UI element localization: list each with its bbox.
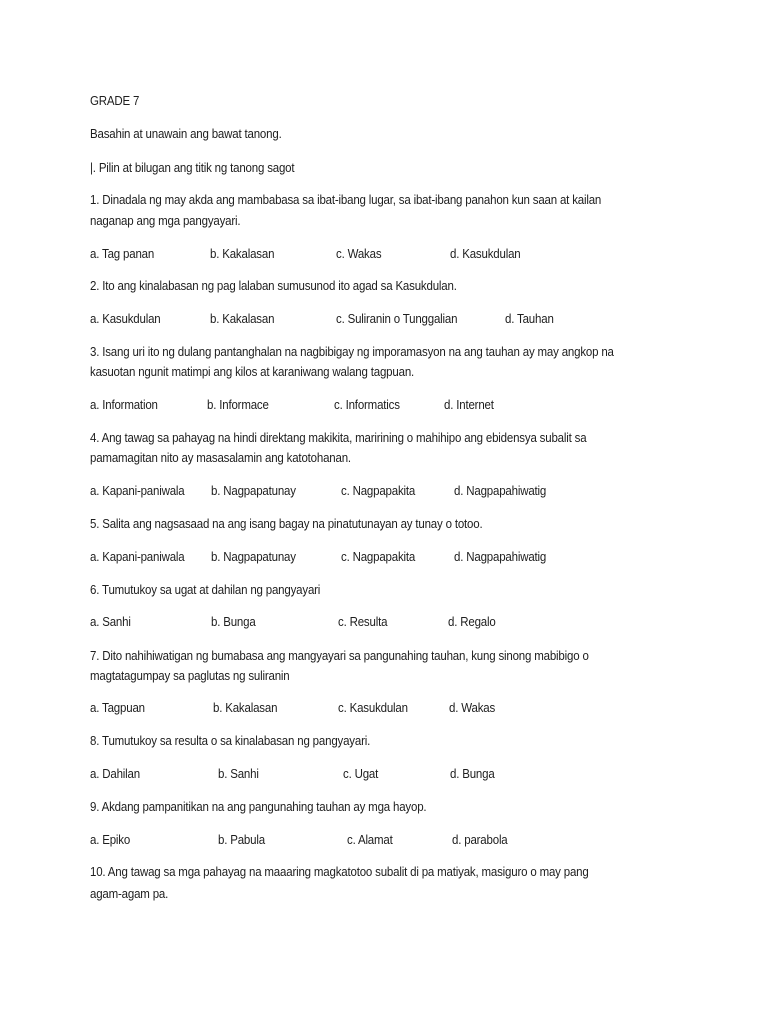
option-d[interactable]: d. Internet (444, 398, 494, 412)
option-b[interactable]: b. Kakalasan (213, 701, 278, 715)
question-text: 10. Ang tawag sa mga pahayag na maaaring magkatotoo subalit di pa matiyak, masiguro o may pang (90, 865, 589, 879)
option-c[interactable]: c. Wakas (336, 247, 382, 261)
option-b[interactable]: b. Sanhi (218, 767, 259, 781)
option-a[interactable]: a. Information (90, 398, 158, 412)
option-c[interactable]: c. Alamat (347, 833, 393, 847)
option-b[interactable]: b. Kakalasan (210, 312, 275, 326)
option-a[interactable]: a. Kapani-paniwala (90, 550, 185, 564)
question-text: 2. Ito ang kinalabasan ng pag lalaban sumusunod ito agad sa Kasukdulan. (90, 279, 457, 293)
option-b[interactable]: b. Informace (207, 398, 269, 412)
section-heading: |. Pilin at bilugan ang titik ng tanong sagot (90, 161, 295, 175)
option-b[interactable]: b. Pabula (218, 833, 265, 847)
option-c[interactable]: c. Ugat (343, 767, 379, 781)
option-d[interactable]: d. Nagpapahiwatig (454, 484, 547, 498)
option-b[interactable]: b. Bunga (211, 615, 256, 629)
question-text: 7. Dito nahihiwatigan ng bumabasa ang mangyayari sa pangunahing tauhan, kung sinong mabibigo o (90, 649, 589, 663)
question-text: pamamagitan nito ay masasalamin ang katotohanan. (90, 451, 351, 465)
option-a[interactable]: a. Tag panan (90, 247, 155, 261)
option-a[interactable]: a. Kapani-paniwala (90, 484, 185, 498)
option-a[interactable]: a. Epiko (90, 833, 131, 847)
option-c[interactable]: c. Kasukdulan (338, 701, 408, 715)
option-a[interactable]: a. Sanhi (90, 615, 131, 629)
grade-heading: GRADE 7 (90, 94, 140, 108)
question-text: 8. Tumutukoy sa resulta o sa kinalabasan ng pangyayari. (90, 734, 371, 748)
question-text: 4. Ang tawag sa pahayag na hindi direktang makikita, maririning o mahihipo ang ebidensya subalit sa (90, 431, 587, 445)
option-d[interactable]: d. parabola (452, 833, 508, 847)
option-a[interactable]: a. Kasukdulan (90, 312, 161, 326)
option-a[interactable]: a. Tagpuan (90, 701, 145, 715)
option-b[interactable]: b. Nagpapatunay (211, 550, 296, 564)
question-text: 3. Isang uri ito ng dulang pantanghalan na nagbibigay ng imporamasyon na ang tauhan ay may angkop na (90, 345, 614, 359)
question-text: kasuotan ngunit matimpi ang kilos at karaniwang walang tagpuan. (90, 365, 415, 379)
option-c[interactable]: c. Nagpapakita (341, 550, 416, 564)
option-c[interactable]: c. Suliranin o Tunggalian (336, 312, 458, 326)
option-d[interactable]: d. Tauhan (505, 312, 554, 326)
option-c[interactable]: c. Nagpapakita (341, 484, 416, 498)
option-d[interactable]: d. Bunga (450, 767, 495, 781)
question-text: 5. Salita ang nagsasaad na ang isang bagay na pinatutunayan ay tunay o totoo. (90, 517, 483, 531)
question-text: 1. Dinadala ng may akda ang mambabasa sa ibat-ibang lugar, sa ibat-ibang panahon kun saan at kailan (90, 193, 602, 207)
option-b[interactable]: b. Nagpapatunay (211, 484, 296, 498)
instruction-text: Basahin at unawain ang bawat tanong. (90, 127, 282, 141)
question-text: agam-agam pa. (90, 887, 169, 901)
question-text: naganap ang mga pangyayari. (90, 214, 241, 228)
option-d[interactable]: d. Kasukdulan (450, 247, 521, 261)
option-d[interactable]: d. Regalo (448, 615, 496, 629)
question-text: 6. Tumutukoy sa ugat at dahilan ng pangyayari (90, 583, 321, 597)
question-text: magtatagumpay sa paglutas ng suliranin (90, 669, 290, 683)
option-b[interactable]: b. Kakalasan (210, 247, 275, 261)
question-text: 9. Akdang pampanitikan na ang pangunahing tauhan ay mga hayop. (90, 800, 427, 814)
option-d[interactable]: d. Wakas (449, 701, 496, 715)
option-c[interactable]: c. Informatics (334, 398, 400, 412)
option-d[interactable]: d. Nagpapahiwatig (454, 550, 547, 564)
option-a[interactable]: a. Dahilan (90, 767, 140, 781)
option-c[interactable]: c. Resulta (338, 615, 388, 629)
